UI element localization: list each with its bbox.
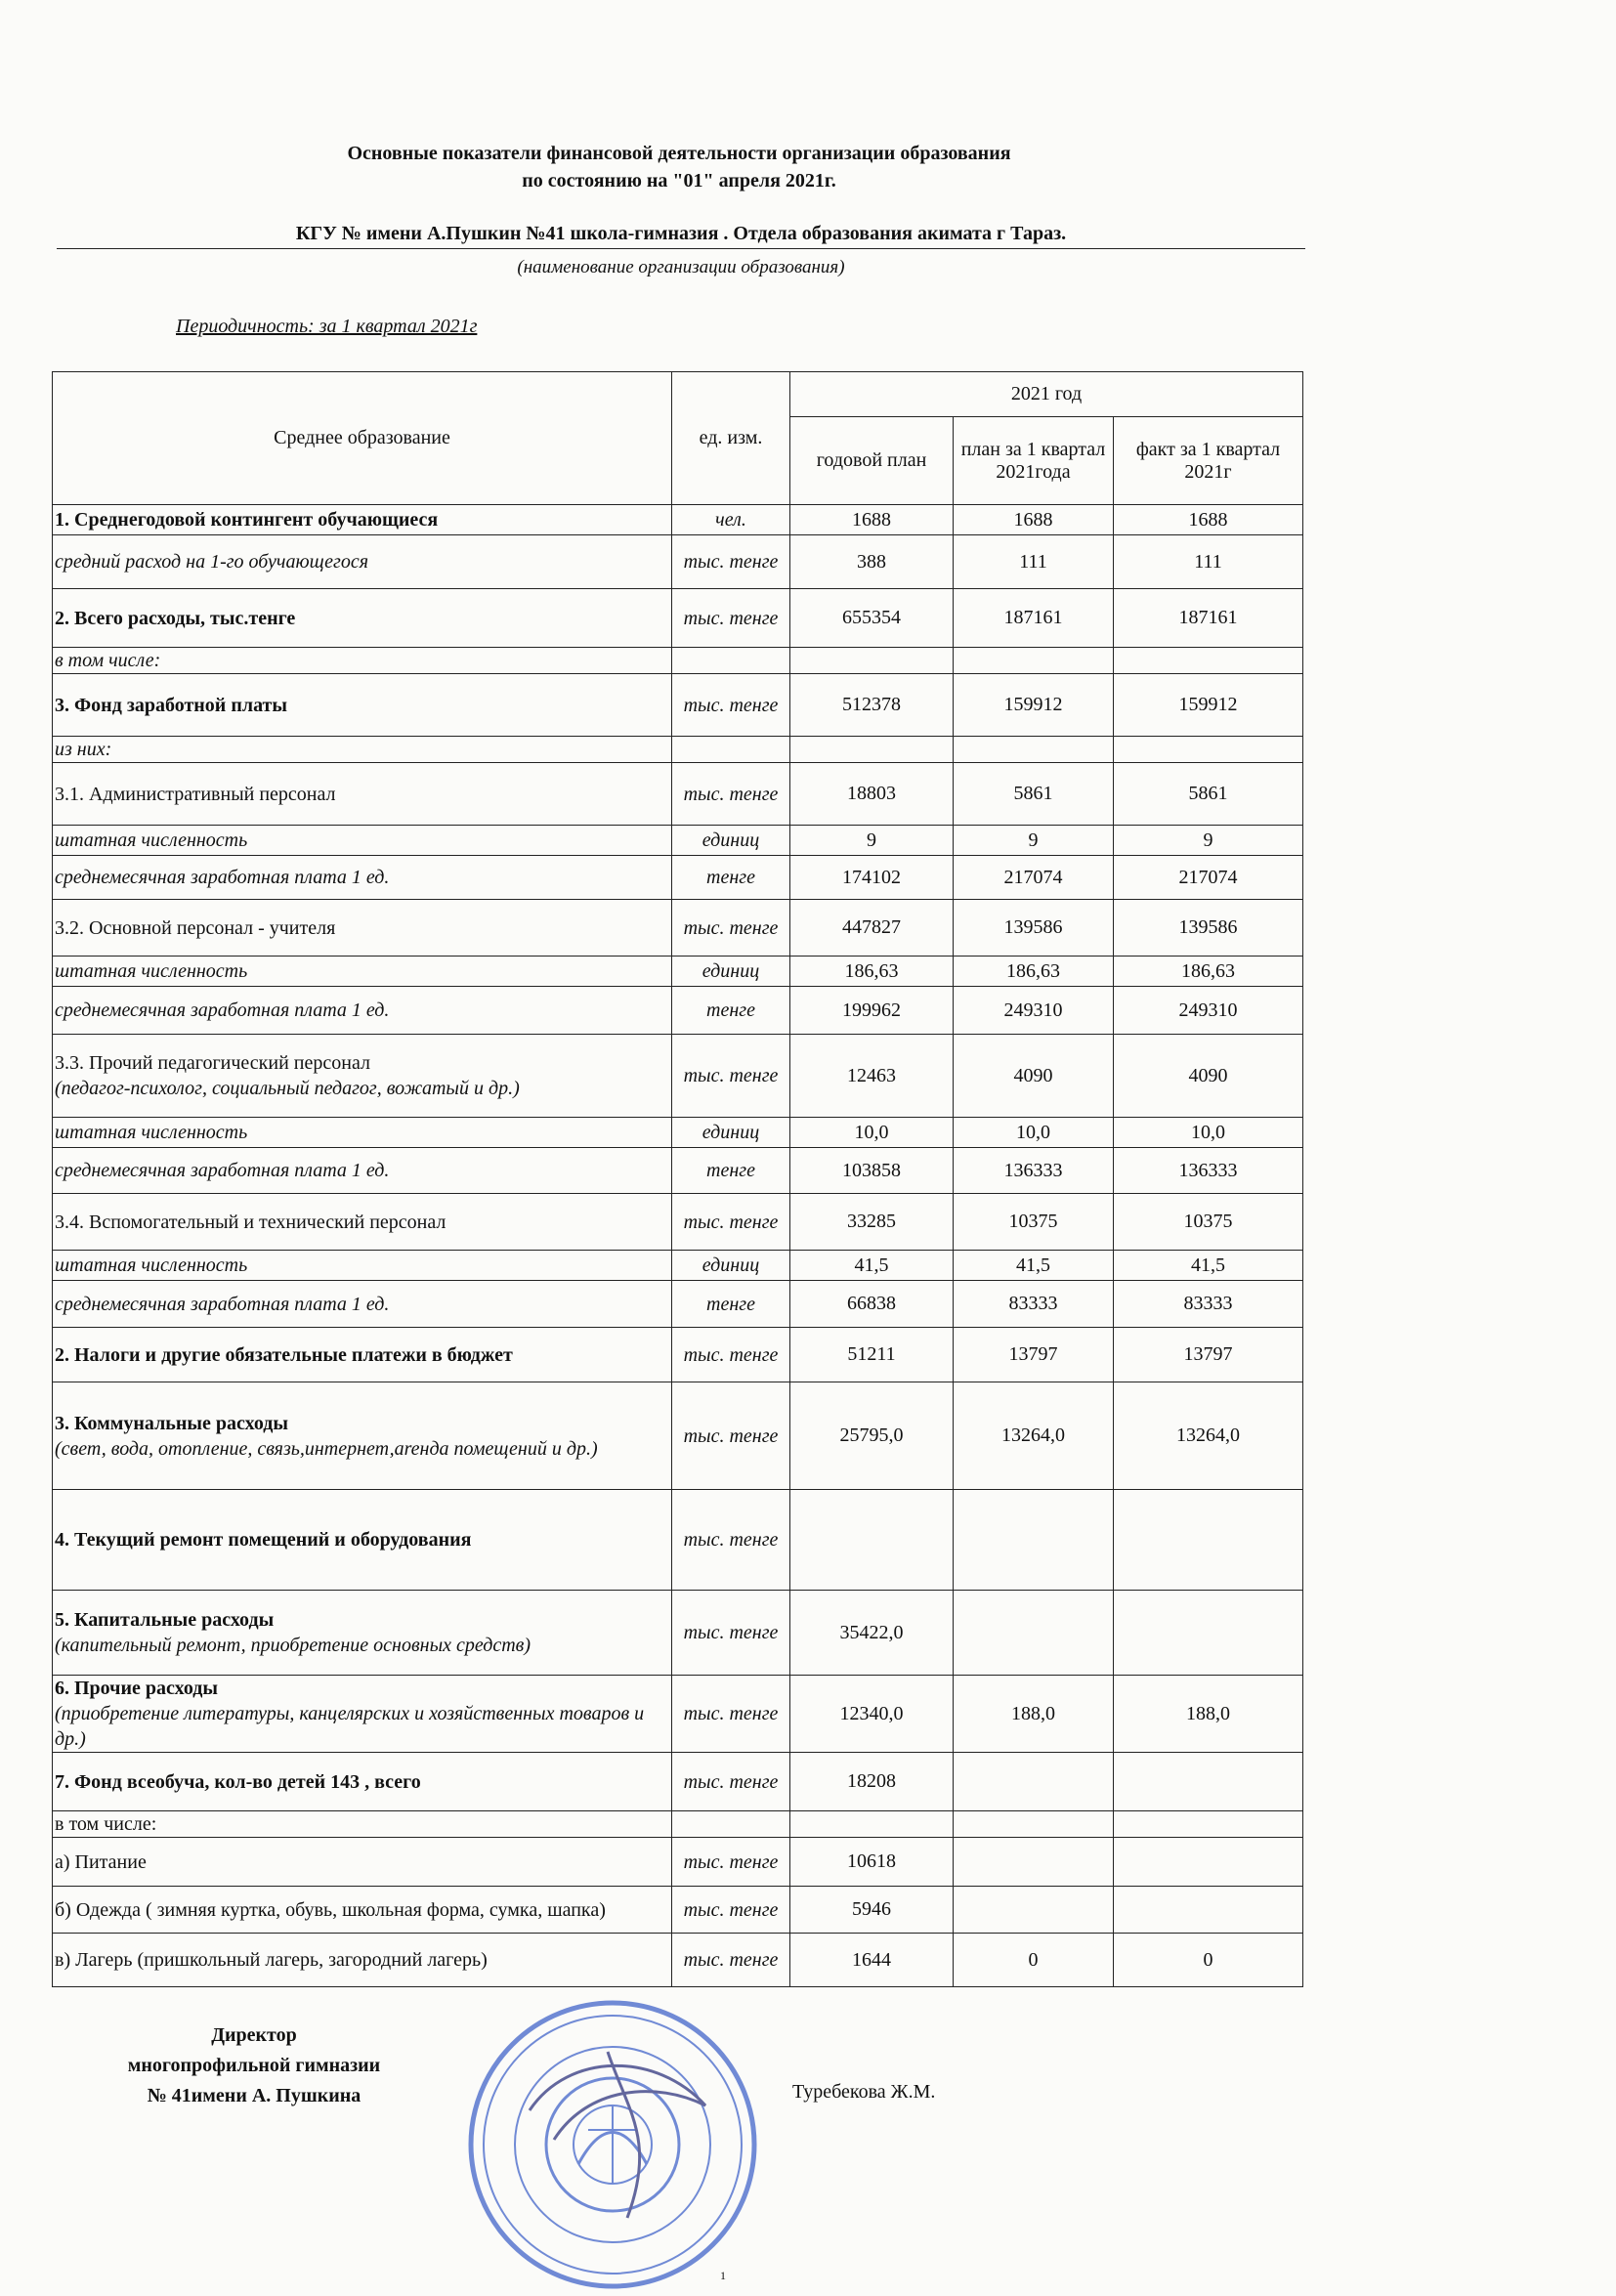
row-label	[53, 648, 672, 674]
row-unit: единиц	[672, 1118, 790, 1148]
row-label-main: 6. Прочие расходы	[55, 1678, 218, 1699]
row-label-main: 3. Фонд заработной платы	[55, 694, 287, 716]
row-unit: тыс. тенге	[672, 1753, 790, 1811]
cell-annual: 10,0	[790, 1118, 954, 1148]
header-annual-plan: годовой план	[790, 417, 954, 505]
cell-plan: 111	[954, 535, 1114, 589]
row-label	[53, 505, 672, 535]
row-unit: тыс. тенге	[672, 674, 790, 737]
cell-plan: 41,5	[954, 1251, 1114, 1281]
cell-fact	[1114, 1490, 1303, 1591]
periodicity: Периодичность: за 1 квартал 2021г	[176, 316, 478, 337]
cell-annual: 1644	[790, 1934, 954, 1987]
row-label-main: 5. Капитальные расходы	[55, 1609, 275, 1631]
cell-annual: 10618	[790, 1838, 954, 1887]
cell-plan: 188,0	[954, 1676, 1114, 1753]
cell-fact: 9	[1114, 826, 1303, 856]
cell-fact	[1114, 737, 1303, 763]
table-row	[53, 505, 1303, 535]
cell-plan: 249310	[954, 987, 1114, 1035]
row-label-main: 3.4. Вспомогательный и технический персонал	[55, 1211, 447, 1233]
table-row	[53, 1811, 1303, 1838]
row-label	[53, 1591, 672, 1676]
header-year: 2021 год	[790, 372, 1303, 417]
cell-plan	[954, 1490, 1114, 1591]
row-unit: тыс. тенге	[672, 1035, 790, 1118]
cell-fact: 139586	[1114, 900, 1303, 957]
cell-fact	[1114, 1591, 1303, 1676]
cell-fact: 83333	[1114, 1281, 1303, 1328]
signature-title: Директор	[211, 2024, 297, 2046]
cell-plan	[954, 1591, 1114, 1676]
table-row	[53, 763, 1303, 826]
table-row	[53, 1490, 1303, 1591]
table-row	[53, 957, 1303, 987]
row-label	[53, 1148, 672, 1194]
cell-fact: 187161	[1114, 589, 1303, 648]
row-unit: чел.	[672, 505, 790, 535]
row-unit: единиц	[672, 826, 790, 856]
title-line-2: по состоянию на "01" апреля 2021г.	[522, 170, 836, 191]
title-line-1: Основные показатели финансовой деятельности организации образования	[347, 143, 1011, 164]
row-label	[53, 900, 672, 957]
table-row	[53, 1934, 1303, 1987]
signature-school-number: № 41имени А. Пушкина	[147, 2085, 361, 2106]
row-label-main: 2. Налоги и другие обязательные платежи в бюджет	[55, 1343, 513, 1366]
row-label	[53, 737, 672, 763]
cell-annual	[790, 1490, 954, 1591]
table-row	[53, 1118, 1303, 1148]
row-label-main: среднемесячная заработная плата 1 ед.	[55, 999, 390, 1021]
cell-annual	[790, 648, 954, 674]
official-stamp-icon	[461, 1993, 764, 2296]
cell-plan	[954, 737, 1114, 763]
cell-plan: 217074	[954, 856, 1114, 900]
row-unit: тенге	[672, 1148, 790, 1194]
document-title	[0, 140, 1358, 194]
table-row	[53, 737, 1303, 763]
cell-annual: 18208	[790, 1753, 954, 1811]
row-label-main: в) Лагерь (пришкольный лагерь, загородний лагерь)	[55, 1949, 488, 1971]
row-label	[53, 957, 672, 987]
cell-fact: 249310	[1114, 987, 1303, 1035]
table-row	[53, 1838, 1303, 1887]
header-section: Среднее образование	[53, 372, 672, 505]
cell-fact: 217074	[1114, 856, 1303, 900]
cell-fact	[1114, 648, 1303, 674]
row-label	[53, 1382, 672, 1490]
row-label	[53, 1934, 672, 1987]
row-unit: тыс. тенге	[672, 1382, 790, 1490]
cell-annual: 51211	[790, 1328, 954, 1382]
table-row	[53, 589, 1303, 648]
row-label-main: а) Питание	[55, 1850, 147, 1873]
table-row	[53, 900, 1303, 957]
table-row	[53, 535, 1303, 589]
cell-annual: 35422,0	[790, 1591, 954, 1676]
cell-annual: 186,63	[790, 957, 954, 987]
table-row	[53, 1281, 1303, 1328]
row-unit: тенге	[672, 856, 790, 900]
cell-plan: 10375	[954, 1194, 1114, 1251]
row-label	[53, 589, 672, 648]
row-unit: единиц	[672, 1251, 790, 1281]
row-label	[53, 1811, 672, 1838]
row-label	[53, 1251, 672, 1281]
cell-annual: 447827	[790, 900, 954, 957]
header-fact-q1: факт за 1 квартал 2021г	[1114, 417, 1303, 505]
cell-fact: 4090	[1114, 1035, 1303, 1118]
row-label	[53, 763, 672, 826]
row-unit	[672, 648, 790, 674]
cell-fact: 13264,0	[1114, 1382, 1303, 1490]
cell-plan: 159912	[954, 674, 1114, 737]
row-label-main: 3.2. Основной персонал - учителя	[55, 916, 336, 939]
row-unit: тыс. тенге	[672, 1676, 790, 1753]
row-label-main: среднемесячная заработная плата 1 ед.	[55, 867, 390, 888]
cell-plan: 136333	[954, 1148, 1114, 1194]
cell-fact	[1114, 1811, 1303, 1838]
cell-annual: 9	[790, 826, 954, 856]
table-row	[53, 1382, 1303, 1490]
row-unit: единиц	[672, 957, 790, 987]
row-label-main: 1. Среднегодовой контингент обучающиеся	[55, 509, 439, 531]
table-row	[53, 1251, 1303, 1281]
row-label	[53, 1328, 672, 1382]
financial-indicators-table	[52, 371, 1303, 1987]
cell-annual: 512378	[790, 674, 954, 737]
cell-plan: 4090	[954, 1035, 1114, 1118]
table-row	[53, 987, 1303, 1035]
cell-plan: 5861	[954, 763, 1114, 826]
signature-school: многопрофильной гимназии	[127, 2055, 381, 2076]
table-row	[53, 1194, 1303, 1251]
cell-annual: 66838	[790, 1281, 954, 1328]
cell-annual: 103858	[790, 1148, 954, 1194]
header-unit: ед. изм.	[672, 372, 790, 505]
row-unit: тыс. тенге	[672, 1934, 790, 1987]
row-label-main: в том числе:	[55, 650, 161, 671]
cell-fact: 41,5	[1114, 1251, 1303, 1281]
table-row	[53, 856, 1303, 900]
row-unit: тенге	[672, 1281, 790, 1328]
cell-fact: 159912	[1114, 674, 1303, 737]
row-label-main: 3.3. Прочий педагогический персонал	[55, 1052, 370, 1074]
row-label-main: среднемесячная заработная плата 1 ед.	[55, 1160, 390, 1181]
table-row	[53, 1753, 1303, 1811]
cell-fact: 111	[1114, 535, 1303, 589]
cell-annual: 41,5	[790, 1251, 954, 1281]
row-label-main: 4. Текущий ремонт помещений и оборудования	[55, 1529, 472, 1551]
cell-annual: 655354	[790, 589, 954, 648]
organization-name: КГУ № имени А.Пушкин №41 школа-гимназия . Отдела образования акимата г Тараз.	[57, 223, 1305, 249]
cell-plan	[954, 1753, 1114, 1811]
row-label	[53, 535, 672, 589]
row-label	[53, 1281, 672, 1328]
cell-fact: 10,0	[1114, 1118, 1303, 1148]
signature-block	[88, 2020, 420, 2111]
table-body	[53, 505, 1303, 1987]
cell-annual	[790, 737, 954, 763]
row-unit: тыс. тенге	[672, 1591, 790, 1676]
row-label-main: штатная численность	[55, 1122, 248, 1143]
row-label	[53, 674, 672, 737]
row-label-main: средний расход на 1-го обучающегося	[55, 551, 369, 573]
row-label-note: (педагог-психолог, социальный педагог, вожатый и др.)	[55, 1078, 520, 1099]
row-label-main: из них:	[55, 739, 112, 760]
row-unit	[672, 1811, 790, 1838]
cell-fact: 136333	[1114, 1148, 1303, 1194]
row-label	[53, 1490, 672, 1591]
cell-plan: 13264,0	[954, 1382, 1114, 1490]
cell-plan: 83333	[954, 1281, 1114, 1328]
row-unit: тыс. тенге	[672, 1490, 790, 1591]
cell-annual: 5946	[790, 1887, 954, 1934]
row-label	[53, 1887, 672, 1934]
row-label	[53, 1194, 672, 1251]
row-label	[53, 826, 672, 856]
cell-annual: 18803	[790, 763, 954, 826]
cell-fact	[1114, 1753, 1303, 1811]
row-label	[53, 1118, 672, 1148]
cell-fact: 5861	[1114, 763, 1303, 826]
cell-plan: 187161	[954, 589, 1114, 648]
row-label	[53, 1838, 672, 1887]
row-unit: тыс. тенге	[672, 763, 790, 826]
cell-plan: 9	[954, 826, 1114, 856]
cell-fact: 10375	[1114, 1194, 1303, 1251]
cell-fact	[1114, 1838, 1303, 1887]
organization-caption: (наименование организации образования)	[517, 257, 845, 277]
row-label-main: штатная численность	[55, 960, 248, 982]
row-label	[53, 856, 672, 900]
cell-annual: 199962	[790, 987, 954, 1035]
cell-fact	[1114, 1887, 1303, 1934]
row-unit: тыс. тенге	[672, 535, 790, 589]
cell-plan	[954, 1887, 1114, 1934]
cell-plan: 139586	[954, 900, 1114, 957]
table-row	[53, 1676, 1303, 1753]
cell-annual: 12340,0	[790, 1676, 954, 1753]
table-row	[53, 648, 1303, 674]
table-row	[53, 1887, 1303, 1934]
cell-fact: 188,0	[1114, 1676, 1303, 1753]
row-label-main: в том числе:	[55, 1813, 157, 1835]
cell-plan: 10,0	[954, 1118, 1114, 1148]
row-label-main: среднемесячная заработная плата 1 ед.	[55, 1293, 390, 1315]
row-label-note: (приобретение литературы, канцелярских и хозяйственных товаров и др.)	[55, 1703, 645, 1750]
cell-plan: 186,63	[954, 957, 1114, 987]
row-label-note: (свет, вода, отопление, связь,интернет,areнда помещений и др.)	[55, 1437, 598, 1460]
row-label-main: б) Одежда ( зимняя куртка, обувь, школьная форма, сумка, шапка)	[55, 1898, 606, 1921]
cell-plan	[954, 1811, 1114, 1838]
row-label	[53, 987, 672, 1035]
cell-plan: 1688	[954, 505, 1114, 535]
row-label-main: штатная численность	[55, 1254, 248, 1276]
row-label-main: 3. Коммунальные расходы	[55, 1412, 289, 1434]
cell-fact: 186,63	[1114, 957, 1303, 987]
row-label-main: 7. Фонд всеобуча, кол-во детей 143 , всего	[55, 1770, 421, 1793]
cell-fact: 13797	[1114, 1328, 1303, 1382]
cell-plan: 13797	[954, 1328, 1114, 1382]
header-plan-q1: план за 1 квартал 2021года	[954, 417, 1114, 505]
director-name: Туребекова Ж.М.	[792, 2081, 936, 2103]
table-row	[53, 1328, 1303, 1382]
cell-annual: 25795,0	[790, 1382, 954, 1490]
table-row	[53, 674, 1303, 737]
cell-plan	[954, 648, 1114, 674]
table-row	[53, 1035, 1303, 1118]
cell-annual: 1688	[790, 505, 954, 535]
row-label-main: 2. Всего расходы, тыс.тенге	[55, 607, 296, 629]
cell-annual: 33285	[790, 1194, 954, 1251]
cell-annual: 388	[790, 535, 954, 589]
cell-fact: 1688	[1114, 505, 1303, 535]
row-label-main: штатная численность	[55, 829, 248, 851]
cell-fact: 0	[1114, 1934, 1303, 1987]
table-row	[53, 1591, 1303, 1676]
row-unit: тенге	[672, 987, 790, 1035]
cell-annual: 12463	[790, 1035, 954, 1118]
row-unit: тыс. тенге	[672, 589, 790, 648]
row-label	[53, 1676, 672, 1753]
row-unit: тыс. тенге	[672, 1838, 790, 1887]
row-unit: тыс. тенге	[672, 1194, 790, 1251]
row-unit: тыс. тенге	[672, 900, 790, 957]
cell-annual	[790, 1811, 954, 1838]
cell-plan	[954, 1838, 1114, 1887]
row-label-note: (капительный ремонт, приобретение основных средств)	[55, 1635, 532, 1656]
row-unit: тыс. тенге	[672, 1887, 790, 1934]
row-label	[53, 1035, 672, 1118]
row-unit	[672, 737, 790, 763]
row-label-main: 3.1. Административный персонал	[55, 783, 336, 805]
row-label	[53, 1753, 672, 1811]
table-row	[53, 1148, 1303, 1194]
cell-plan: 0	[954, 1934, 1114, 1987]
cell-annual: 174102	[790, 856, 954, 900]
row-unit: тыс. тенге	[672, 1328, 790, 1382]
table-row	[53, 826, 1303, 856]
page-mark: 1	[720, 2269, 726, 2282]
